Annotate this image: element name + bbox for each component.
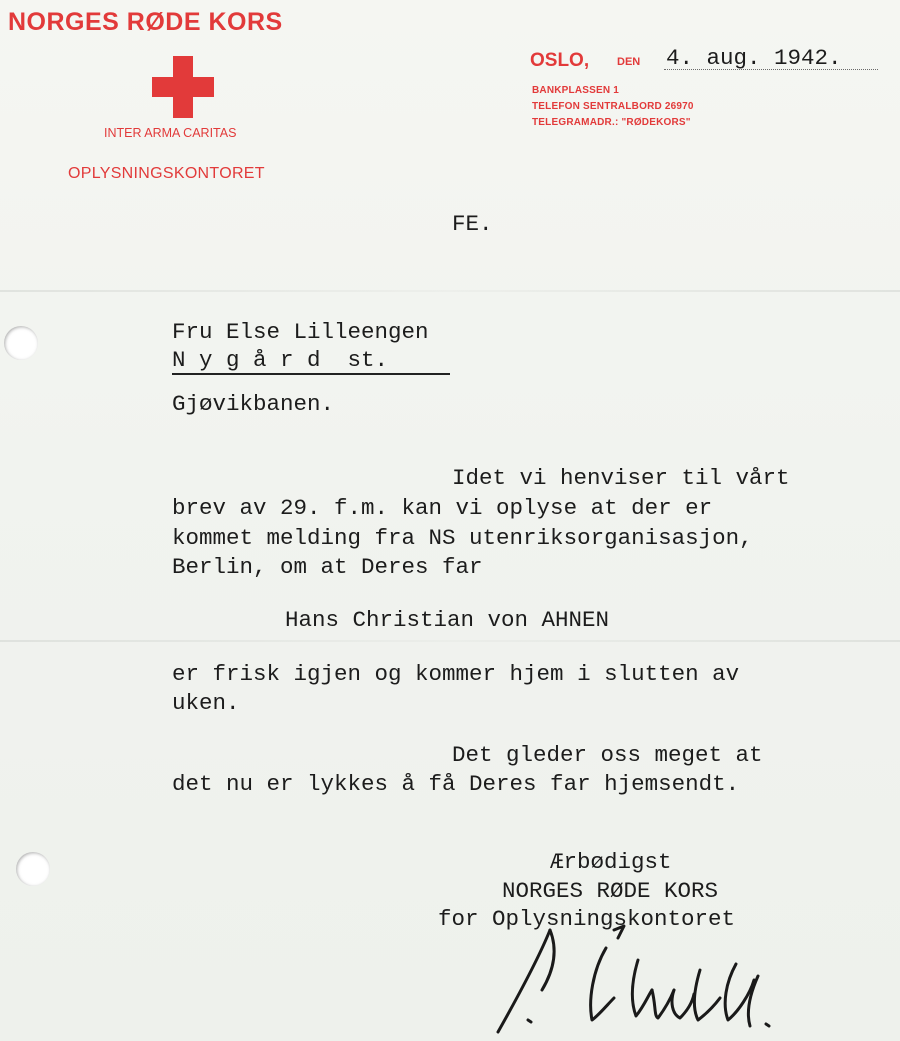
body-line: er frisk igjen og kommer hjem i slutten av xyxy=(172,661,740,687)
body-line: brev av 29. f.m. kan vi oplyse at der er xyxy=(172,495,713,521)
address-line: TELEGRAMADR.: "RØDEKORS" xyxy=(532,117,691,128)
body-line: det nu er lykkes å få Deres far hjemsendt. xyxy=(172,771,740,797)
fold-line xyxy=(0,290,900,292)
red-cross-icon xyxy=(152,56,214,118)
address-line: BANKPLASSEN 1 xyxy=(532,85,620,96)
body-line: Idet vi henviser til vårt xyxy=(452,465,790,491)
city-label: OSLO, xyxy=(530,50,590,71)
person-name: Hans Christian von AHNEN xyxy=(285,607,610,633)
den-label: DEN xyxy=(617,56,641,68)
closing-salutation: Ærbødigst xyxy=(550,849,672,875)
letter-date: 4. aug. 1942. xyxy=(666,45,842,71)
motto: INTER ARMA CARITAS xyxy=(104,126,237,140)
body-line: uken. xyxy=(172,690,240,716)
organization-name: NORGES RØDE KORS xyxy=(8,8,283,36)
body-line: Berlin, om at Deres far xyxy=(172,554,483,580)
fold-line xyxy=(0,640,900,642)
recipient-name: Fru Else Lilleengen xyxy=(172,319,429,345)
handwritten-signature xyxy=(488,920,778,1040)
closing-department: for Oplysningskontoret xyxy=(438,906,736,932)
punch-hole xyxy=(16,852,50,886)
punch-hole xyxy=(4,326,38,360)
recipient-street: N y g å r d st. xyxy=(172,347,389,373)
body-line: kommet melding fra NS utenriksorganisasjon, xyxy=(172,525,753,551)
address-line: TELEFON SENTRALBORD 26970 xyxy=(532,101,694,112)
office-name: OPLYSNINGSKONTORET xyxy=(68,165,265,182)
reference-code: FE. xyxy=(452,211,493,237)
recipient-place: Gjøvikbanen. xyxy=(172,391,335,417)
street-underline xyxy=(172,373,450,375)
closing-organization: NORGES RØDE KORS xyxy=(502,878,719,904)
body-line: Det gleder oss meget at xyxy=(452,742,763,768)
